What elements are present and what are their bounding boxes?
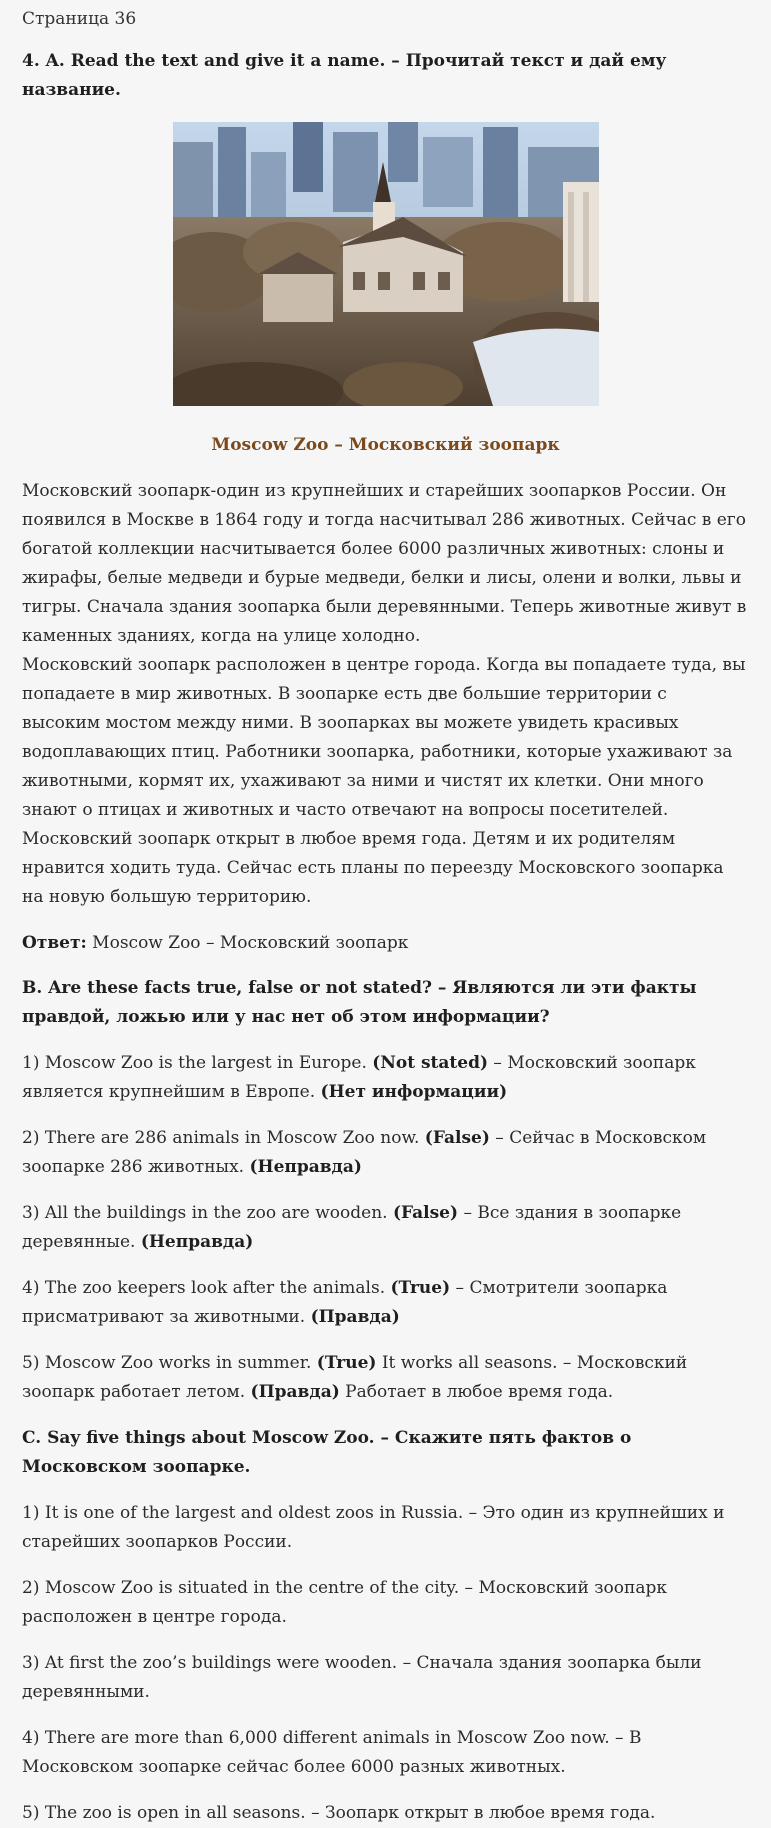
zoo-fact-5: 5) The zoo is open in all seasons. – Зоопарк открыт в любое время года. <box>22 1803 656 1823</box>
fact-item-4 <box>22 1274 749 1332</box>
fact-verdict: (Not stated) <box>372 1053 489 1073</box>
fact-text: 2) There are 286 animals in Moscow Zoo now. <box>22 1128 425 1148</box>
zoo-fact-4: 4) There are more than 6,000 different animals in Moscow Zoo now. – В Московском зоопарке сейчас более 6000 разных животных. <box>22 1728 642 1777</box>
fact-text: 4) The zoo keepers look after the animals. <box>22 1278 391 1298</box>
fact-verdict-ru: (Неправда) <box>249 1157 362 1177</box>
zoo-fact-2: 2) Moscow Zoo is situated in the centre of the city. – Московский зоопарк расположен в центре города. <box>22 1578 667 1627</box>
fact-translation: – Все здания в зоопарке деревянные. <box>22 1203 682 1252</box>
task-c-heading: C. Say five things about Moscow Zoo. – Скажите пять фактов о Московском зоопарке. <box>22 1428 632 1477</box>
fact-verdict: (True) <box>390 1278 451 1298</box>
fact-verdict: (False) <box>392 1203 459 1223</box>
fact-verdict-ru: (Правда) <box>310 1307 400 1327</box>
fact-item-3 <box>22 1199 749 1257</box>
fact-text: 5) Moscow Zoo works in summer. <box>22 1353 317 1373</box>
moscow-zoo-photo <box>173 122 599 406</box>
fact-item-1 <box>22 1049 749 1107</box>
fact-verdict-ru: (Неправда) <box>140 1232 254 1252</box>
fact-item-2 <box>22 1124 749 1182</box>
fact-verdict-ru: (Нет информации) <box>320 1082 508 1102</box>
fact-item-5 <box>22 1349 749 1407</box>
answer-text: Moscow Zoo – Московский зоопарк <box>86 933 409 953</box>
fact-translation: – Московский зоопарк является крупнейшим в Европе. <box>22 1053 696 1102</box>
fact-text: 1) Moscow Zoo is the largest in Europe. <box>22 1053 373 1073</box>
answer-line <box>22 929 749 958</box>
answer-label: Ответ: <box>22 933 87 953</box>
zoo-fact-1: 1) It is one of the largest and oldest zoos in Russia. – Это один из крупнейших и старейших зоопарков России. <box>22 1503 725 1552</box>
fact-text: 3) All the buildings in the zoo are wooden. <box>22 1203 393 1223</box>
fact-verdict-ru: (Правда) <box>250 1382 340 1402</box>
text-paragraph-2: Московский зоопарк расположен в центре города. Когда вы попадаете туда, вы попадаете в мир животных. В зоопарке есть две большие территории с высоким мостом между ними. В зоопарках вы можете увидеть красивых водоплавающих птиц. Работники зоопарка, работники, которые ухаживают за животными, кормят их, ухаживают за ними и чистят их клетки. Они много знают о птицах и животных и часто отвечают на вопросы посетителей. Московский зоопарк открыт в любое время года. Детям и их родителям нравится ходить туда. Сейчас есть планы по переезду Московского зоопарка на новую большую территорию. <box>22 655 746 907</box>
photo-container <box>22 122 749 406</box>
page-number: Страница 36 <box>22 9 137 29</box>
zoo-fact-3: 3) At first the zoo’s buildings were wooden. – Сначала здания зоопарка были деревянными. <box>22 1653 702 1702</box>
photo-caption: Moscow Zoo – Московский зоопарк <box>211 435 560 455</box>
fact-translation: – Сейчас в Московском зоопарке 286 животных. <box>22 1128 707 1177</box>
fact-translation: – Смотрители зоопарка присматривают за животными. <box>22 1278 668 1327</box>
task-a-heading: 4. A. Read the text and give it a name. – Прочитай текст и дай ему название. <box>22 51 667 100</box>
fact-verdict: (True) <box>316 1353 377 1373</box>
fact-translation: It works all seasons. – Московский зоопарк работает летом. <box>22 1353 688 1402</box>
fact-verdict: (False) <box>424 1128 490 1148</box>
task-b-heading: B. Are these facts true, false or not stated? – Являются ли эти факты правдой, ложью или у нас нет об этом информации? <box>22 978 697 1027</box>
text-paragraph-1: Московский зоопарк-один из крупнейших и старейших зоопарков России. Он появился в Москве в 1864 году и тогда насчитывал 286 животных. Сейчас в его богатой коллекции насчитывается более 6000 различных животных: слоны и жирафы, белые медведи и бурые медведи, белки и лисы, олени и волки, львы и тигры. Сначала здания зоопарка были деревянными. Теперь животные живут в каменных зданиях, когда на улице холодно. <box>22 481 747 646</box>
fact-extra: Работает в любое время года. <box>339 1382 614 1402</box>
